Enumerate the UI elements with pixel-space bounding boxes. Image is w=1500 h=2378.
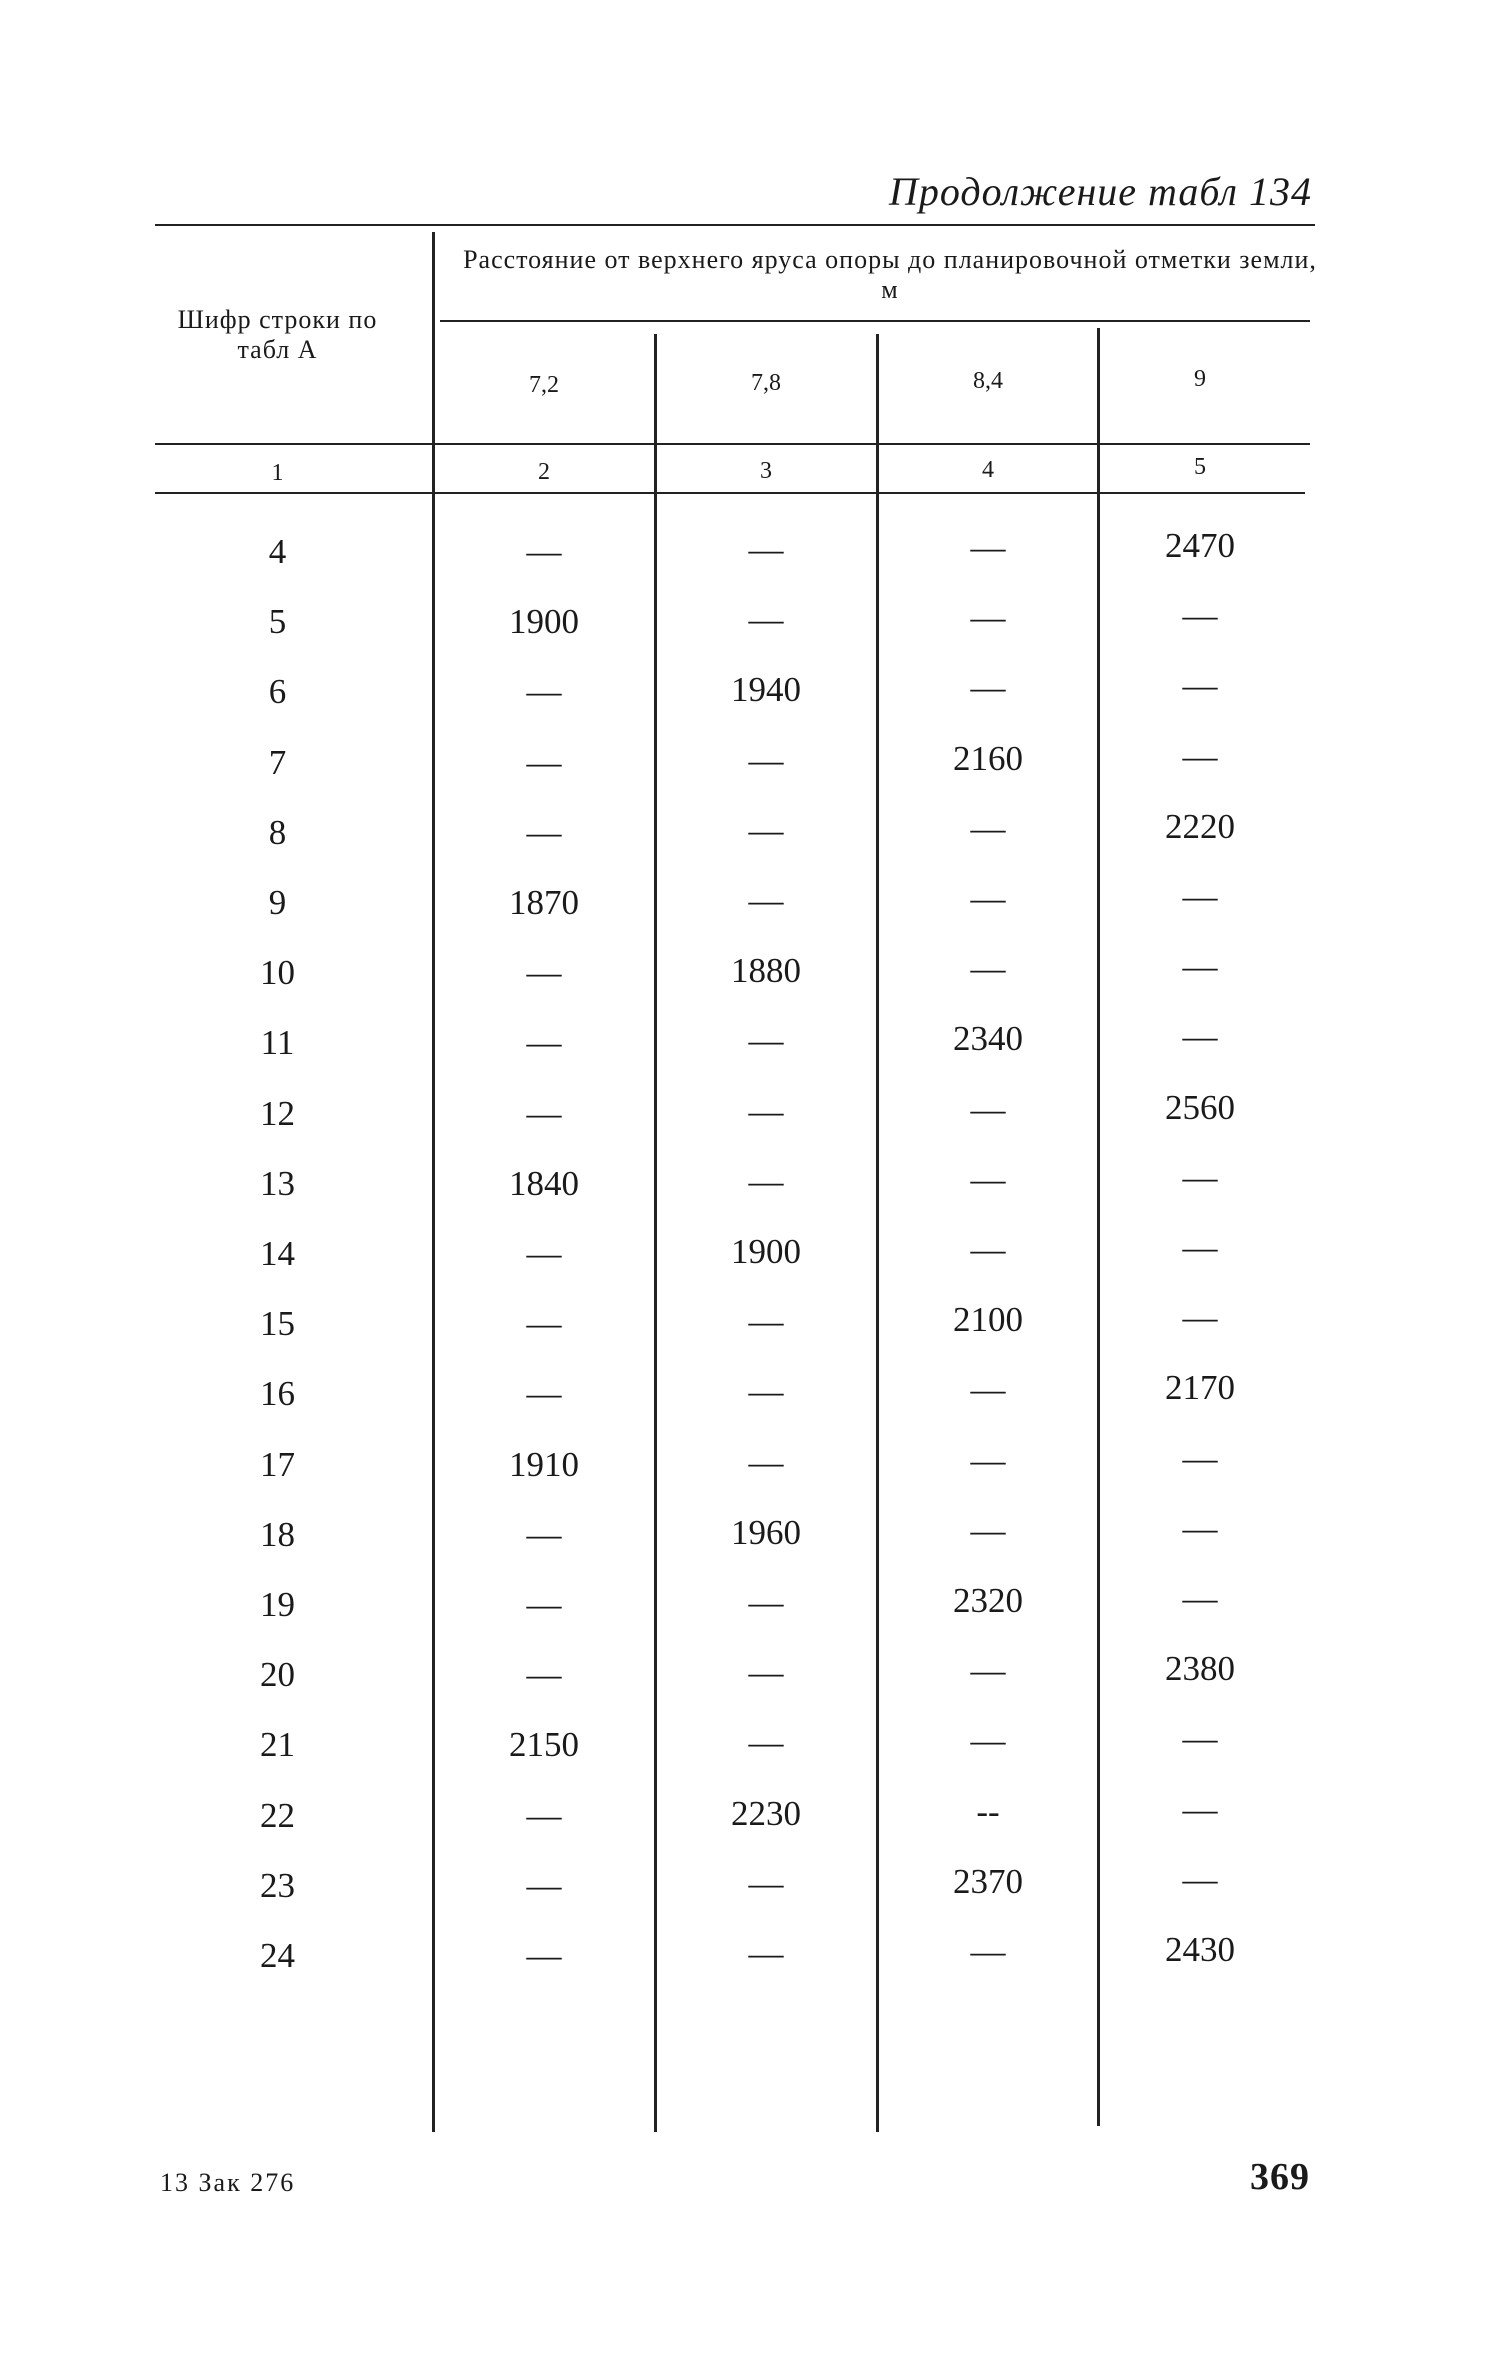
table-cell: — <box>1182 666 1218 705</box>
row-code: 23 <box>260 1866 295 1905</box>
table-cell: 2160 <box>953 739 1023 778</box>
table-cell: — <box>1182 1719 1218 1758</box>
row-code: 22 <box>260 1796 295 1835</box>
table-cell: — <box>970 1160 1006 1199</box>
table-cell: — <box>970 1651 1006 1690</box>
table-cell: — <box>748 1653 784 1692</box>
row-code: 7 <box>268 743 287 782</box>
table-cell: — <box>970 1230 1006 1269</box>
row-code: 6 <box>268 672 287 711</box>
table-cell: — <box>748 1443 784 1482</box>
table-cell: — <box>1182 737 1218 776</box>
table-cell: — <box>748 1372 784 1411</box>
distance-value: 9 <box>1194 366 1206 392</box>
table-cell: — <box>526 813 562 852</box>
column-number: 1 <box>271 460 284 486</box>
distance-header-rule <box>440 320 1310 322</box>
row-code: 12 <box>260 1094 295 1133</box>
table-cell: 2370 <box>953 1862 1023 1901</box>
row-code: 5 <box>268 602 287 641</box>
column-number: 2 <box>538 459 550 485</box>
table-cell: — <box>748 881 784 920</box>
table-cell: — <box>1182 1017 1218 1056</box>
table-cell: 2430 <box>1165 1930 1235 1969</box>
row-code: 16 <box>260 1374 295 1413</box>
table-cell: — <box>1182 1790 1218 1829</box>
row-code: 20 <box>260 1655 295 1694</box>
table-cell: 2470 <box>1165 526 1235 565</box>
table-cell: — <box>526 1796 562 1835</box>
table-cell: — <box>526 1374 562 1413</box>
row-code-header: Шифр строки по табл А <box>177 305 378 364</box>
distance-value: 8,4 <box>973 368 1003 394</box>
table-cell: — <box>526 953 562 992</box>
table-cell: 1870 <box>509 883 579 922</box>
table-cell: 1880 <box>731 951 801 990</box>
row-code: 15 <box>260 1304 295 1343</box>
table-cell: — <box>748 1583 784 1622</box>
table-cell: — <box>526 1655 562 1694</box>
table-cell: — <box>970 528 1006 567</box>
table-cell: — <box>526 1023 562 1062</box>
table-cell: — <box>970 1932 1006 1971</box>
table-cell: 1910 <box>509 1445 579 1484</box>
table-cell: 2170 <box>1165 1368 1235 1407</box>
table-cell: — <box>748 811 784 850</box>
table-cell: 2230 <box>731 1794 801 1833</box>
table-cell: — <box>1182 877 1218 916</box>
table-cell: 1900 <box>509 602 579 641</box>
table-cell: — <box>748 1302 784 1341</box>
table-cell: — <box>748 1934 784 1973</box>
table-cell: — <box>970 1441 1006 1480</box>
table-top-rule <box>155 224 1315 226</box>
table-cell: — <box>526 1936 562 1975</box>
table-cell: 2100 <box>953 1300 1023 1339</box>
table-cell: 2220 <box>1165 807 1235 846</box>
column-number: 3 <box>760 458 772 484</box>
table-cell: — <box>1182 1860 1218 1899</box>
row-code: 11 <box>260 1023 295 1062</box>
table-cell: 1960 <box>731 1513 801 1552</box>
table-cell: — <box>748 1021 784 1060</box>
table-cell: — <box>748 1092 784 1131</box>
table-cell: — <box>970 598 1006 637</box>
table-cell: -- <box>976 1792 1000 1831</box>
table-cell: 2320 <box>953 1581 1023 1620</box>
table-cell: — <box>970 1370 1006 1409</box>
row-code: 21 <box>260 1725 295 1764</box>
row-code: 19 <box>260 1585 295 1624</box>
table-cell: — <box>526 672 562 711</box>
table-cell: — <box>1182 1228 1218 1267</box>
table-cell: 1900 <box>731 1232 801 1271</box>
table-cell: — <box>526 1866 562 1905</box>
table-cell: — <box>748 741 784 780</box>
table-cell: — <box>748 530 784 569</box>
header-bottom-rule <box>155 443 1310 445</box>
table-cell: 2560 <box>1165 1088 1235 1127</box>
table-cell: — <box>526 1094 562 1133</box>
table-cell: — <box>748 600 784 639</box>
table-cell: — <box>970 1511 1006 1550</box>
table-cell: 2340 <box>953 1019 1023 1058</box>
table-cell: — <box>970 1721 1006 1760</box>
row-code: 18 <box>260 1515 295 1554</box>
row-code: 17 <box>260 1445 295 1484</box>
table-cell: 2380 <box>1165 1649 1235 1688</box>
table-cell: 1940 <box>731 670 801 709</box>
row-code: 4 <box>268 532 287 571</box>
table-cell: — <box>526 1515 562 1554</box>
table-cell: — <box>748 1864 784 1903</box>
table-cell: — <box>970 668 1006 707</box>
column-number: 5 <box>1194 454 1206 480</box>
table-cell: — <box>1182 947 1218 986</box>
table-cell: — <box>748 1162 784 1201</box>
row-code: 24 <box>260 1936 295 1975</box>
table-cell: — <box>1182 1439 1218 1478</box>
table-cell: — <box>1182 1298 1218 1337</box>
table-cell: — <box>1182 596 1218 635</box>
table-cell: — <box>1182 1509 1218 1548</box>
table-cell: 2150 <box>509 1725 579 1764</box>
table-cell: — <box>526 743 562 782</box>
table-cell: — <box>526 1304 562 1343</box>
row-code: 9 <box>268 883 287 922</box>
print-order-note: 13 Зак 276 <box>160 2168 296 2197</box>
table-cell: — <box>970 949 1006 988</box>
table-cell: — <box>970 879 1006 918</box>
table-cell: — <box>1182 1158 1218 1197</box>
row-code: 14 <box>260 1234 295 1273</box>
row-code: 10 <box>260 953 295 992</box>
table-cell: — <box>970 809 1006 848</box>
distance-value: 7,8 <box>751 370 781 396</box>
column-number: 4 <box>982 457 994 483</box>
distance-header: Расстояние от верхнего яруса опоры до планировочной отметки земли, м <box>463 245 1317 304</box>
table-cell: — <box>1182 1579 1218 1618</box>
table-cell: — <box>526 1234 562 1273</box>
table-caption: Продолжение табл 134 <box>888 169 1312 214</box>
table-cell: — <box>748 1723 784 1762</box>
distance-value: 7,2 <box>529 372 559 398</box>
column-numbers-rule <box>155 492 1305 494</box>
table-cell: — <box>970 1090 1006 1129</box>
table-cell: — <box>526 532 562 571</box>
table-cell: — <box>526 1585 562 1624</box>
row-code: 13 <box>260 1164 295 1203</box>
row-code: 8 <box>268 813 287 852</box>
page-number: 369 <box>1250 2156 1310 2198</box>
table-cell: 1840 <box>509 1164 579 1203</box>
